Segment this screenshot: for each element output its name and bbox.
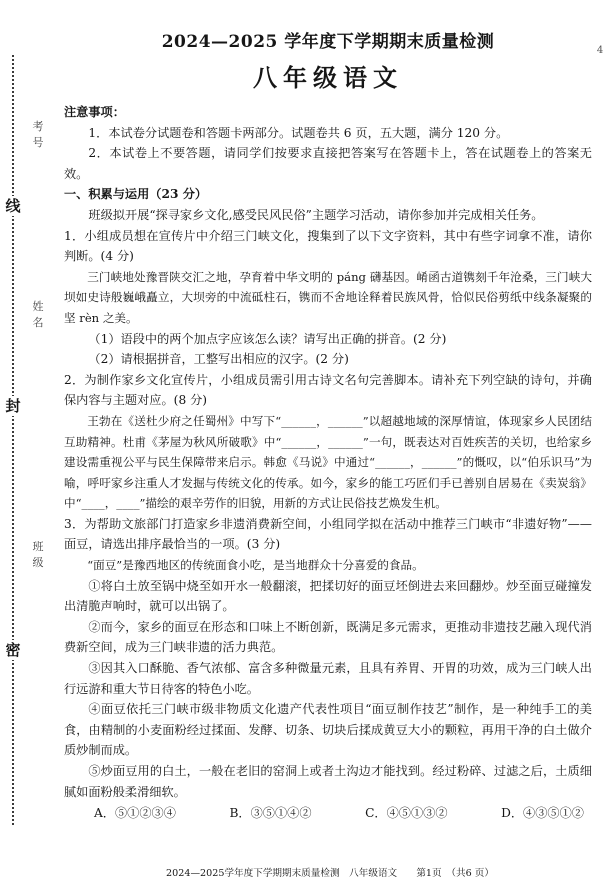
question-3-options [64, 803, 592, 823]
question-3-sentence: ②而今，家乡的面豆在形态和口味上不断创新，既满足多元需求，更推动非遗技艺融入现代消费新空间，成为三门峡非遗的活力典范。 [64, 619, 592, 655]
margin-field-banji-1: 班 [32, 540, 44, 553]
seal-char-xian: 线 [2, 196, 24, 216]
option-c: C．④⑤①③② [365, 806, 448, 821]
notice-item: 2．本试卷上不要答题，请同学们按要求直接把答案写在答题卡上，答在试题卷上的答案无效。 [64, 146, 592, 181]
margin-field-kaohao-1: 考 [32, 120, 44, 133]
question-1-passage: 三门峡地处豫晋陕交汇之地，孕育着中华文明的 páng 礴基因。崤函古道镌刻千年沧桑，三门峡大坝如史诗般巍峨矗立，大坝旁的中流砥柱石，镌而不舍地诠释着民族风骨，恰似民俗剪纸中线条凝聚的坚 rèn 之美。 [64, 269, 592, 325]
section-intro: 班级拟开展“探寻家乡文化,感受民风民俗”主题学习活动，请你参加并完成相关任务。 [88, 207, 544, 222]
edge-page-mark: 4 [596, 45, 604, 56]
notice-item: 1．本试卷分试题卷和答题卡两部分。试题卷共 6 页，五大题，满分 120 分。 [88, 125, 509, 140]
exam-title: 2024—2025 学年度下学期期末质量检测 [161, 32, 495, 52]
question-1-sub-2: （2）请根据拼音，工整写出相应的汉字。(2 分) [88, 352, 349, 367]
option-a: A．⑤①②③④ [94, 806, 176, 821]
question-1-sub-1: （1）语段中的两个加点字应该怎么读？请写出正确的拼音。(2 分) [88, 331, 447, 346]
margin-field-kaohao-2: 号 [32, 136, 44, 149]
margin-field-banji-2: 级 [32, 556, 44, 569]
seal-char-feng: 封 [2, 396, 24, 416]
binding-dotted-line [12, 55, 14, 825]
question-3-lead: “面豆”是豫西地区的传统面食小吃，是当地群众十分喜爱的食品。 [87, 558, 424, 573]
question-2-stem: 2．为制作家乡文化宣传片，小组成员需引用古诗文名句完善脚本。请补充下列空缺的诗句，并确保内容与主题对应。(8 分) [64, 372, 592, 408]
question-2-passage: 王勃在《送杜少府之任蜀州》中写下“______，______”以超越地域的深厚情谊，体现家乡人民团结互助精神。杜甫《茅屋为秋风所破歌》中“______，______”一句，既表达对百姓疾苦的关切，也给家乡建设需重视公平与民生保障带来启示。韩愈《马说》中通过“______，______”的慨叹，以“伯乐识马”为喻，呼吁家乡注重人才发掘与传统文化的传承。如今，家乡的能工巧匠们手已善别自居易在《卖炭翁》中“____，____”描绘的艰辛劳作的旧貌，用新的方式让民俗技艺焕发生机。 [64, 413, 592, 511]
option-d: D．④③⑤①② [501, 806, 584, 821]
question-1-stem: 1．小组成员想在宣传片中介绍三门峡文化，搜集到了以下文字资料，其中有些字词拿不准，请你判断。(4 分) [64, 228, 592, 264]
question-3-sentence: ④面豆依托三门峡市级非物质文化遗产代表性项目“面豆制作技艺”制作，是一种纯手工的美食，由精制的小麦面粉经过揉面、发酵、切条、切块后揉成黄豆大小的颗粒，再用干净的白土做介质炒制而成。 [64, 702, 592, 758]
exam-page [64, 30, 592, 823]
question-3-sentence: ①将白土放至锅中烧至如开水一般翻滚，把揉切好的面豆坯倒进去来回翻炒。炒至面豆碰撞发出清脆声响时，就可以出锅了。 [64, 578, 592, 614]
section-heading: 一、积累与运用（23 分） [64, 187, 208, 202]
seal-char-mi: 密 [2, 640, 24, 660]
margin-field-xingming-2: 名 [32, 316, 44, 329]
question-3-sentence: ③因其入口酥脆、香气浓郁、富含多种微量元素，且具有养胃、开胃的功效，成为三门峡人出行远游和重大节日待客的特色小吃。 [64, 661, 592, 696]
margin-field-xingming-1: 姓 [32, 300, 44, 313]
option-b: B．③⑤①④② [229, 806, 312, 821]
notice-heading: 注意事项： [64, 105, 125, 119]
question-3-sentence: ⑤炒面豆用的白土，一般在老旧的窑洞上或者土沟边才能找到。经过粉碎、过滤之后，土质细腻如面粉般柔滑细软。 [64, 764, 592, 799]
question-3-stem: 3．为帮助文旅部门打造家乡非遗消费新空间，小组同学拟在活动中推荐三门峡市“非遗好物”——面豆，请选出排序最恰当的一项。(3 分) [64, 516, 592, 552]
page-footer: 2024—2025学年度下学期期末质量检测 八年级语文 第1页 （共6 页） [166, 868, 494, 879]
exam-subject: 八年级语文 [253, 63, 403, 92]
